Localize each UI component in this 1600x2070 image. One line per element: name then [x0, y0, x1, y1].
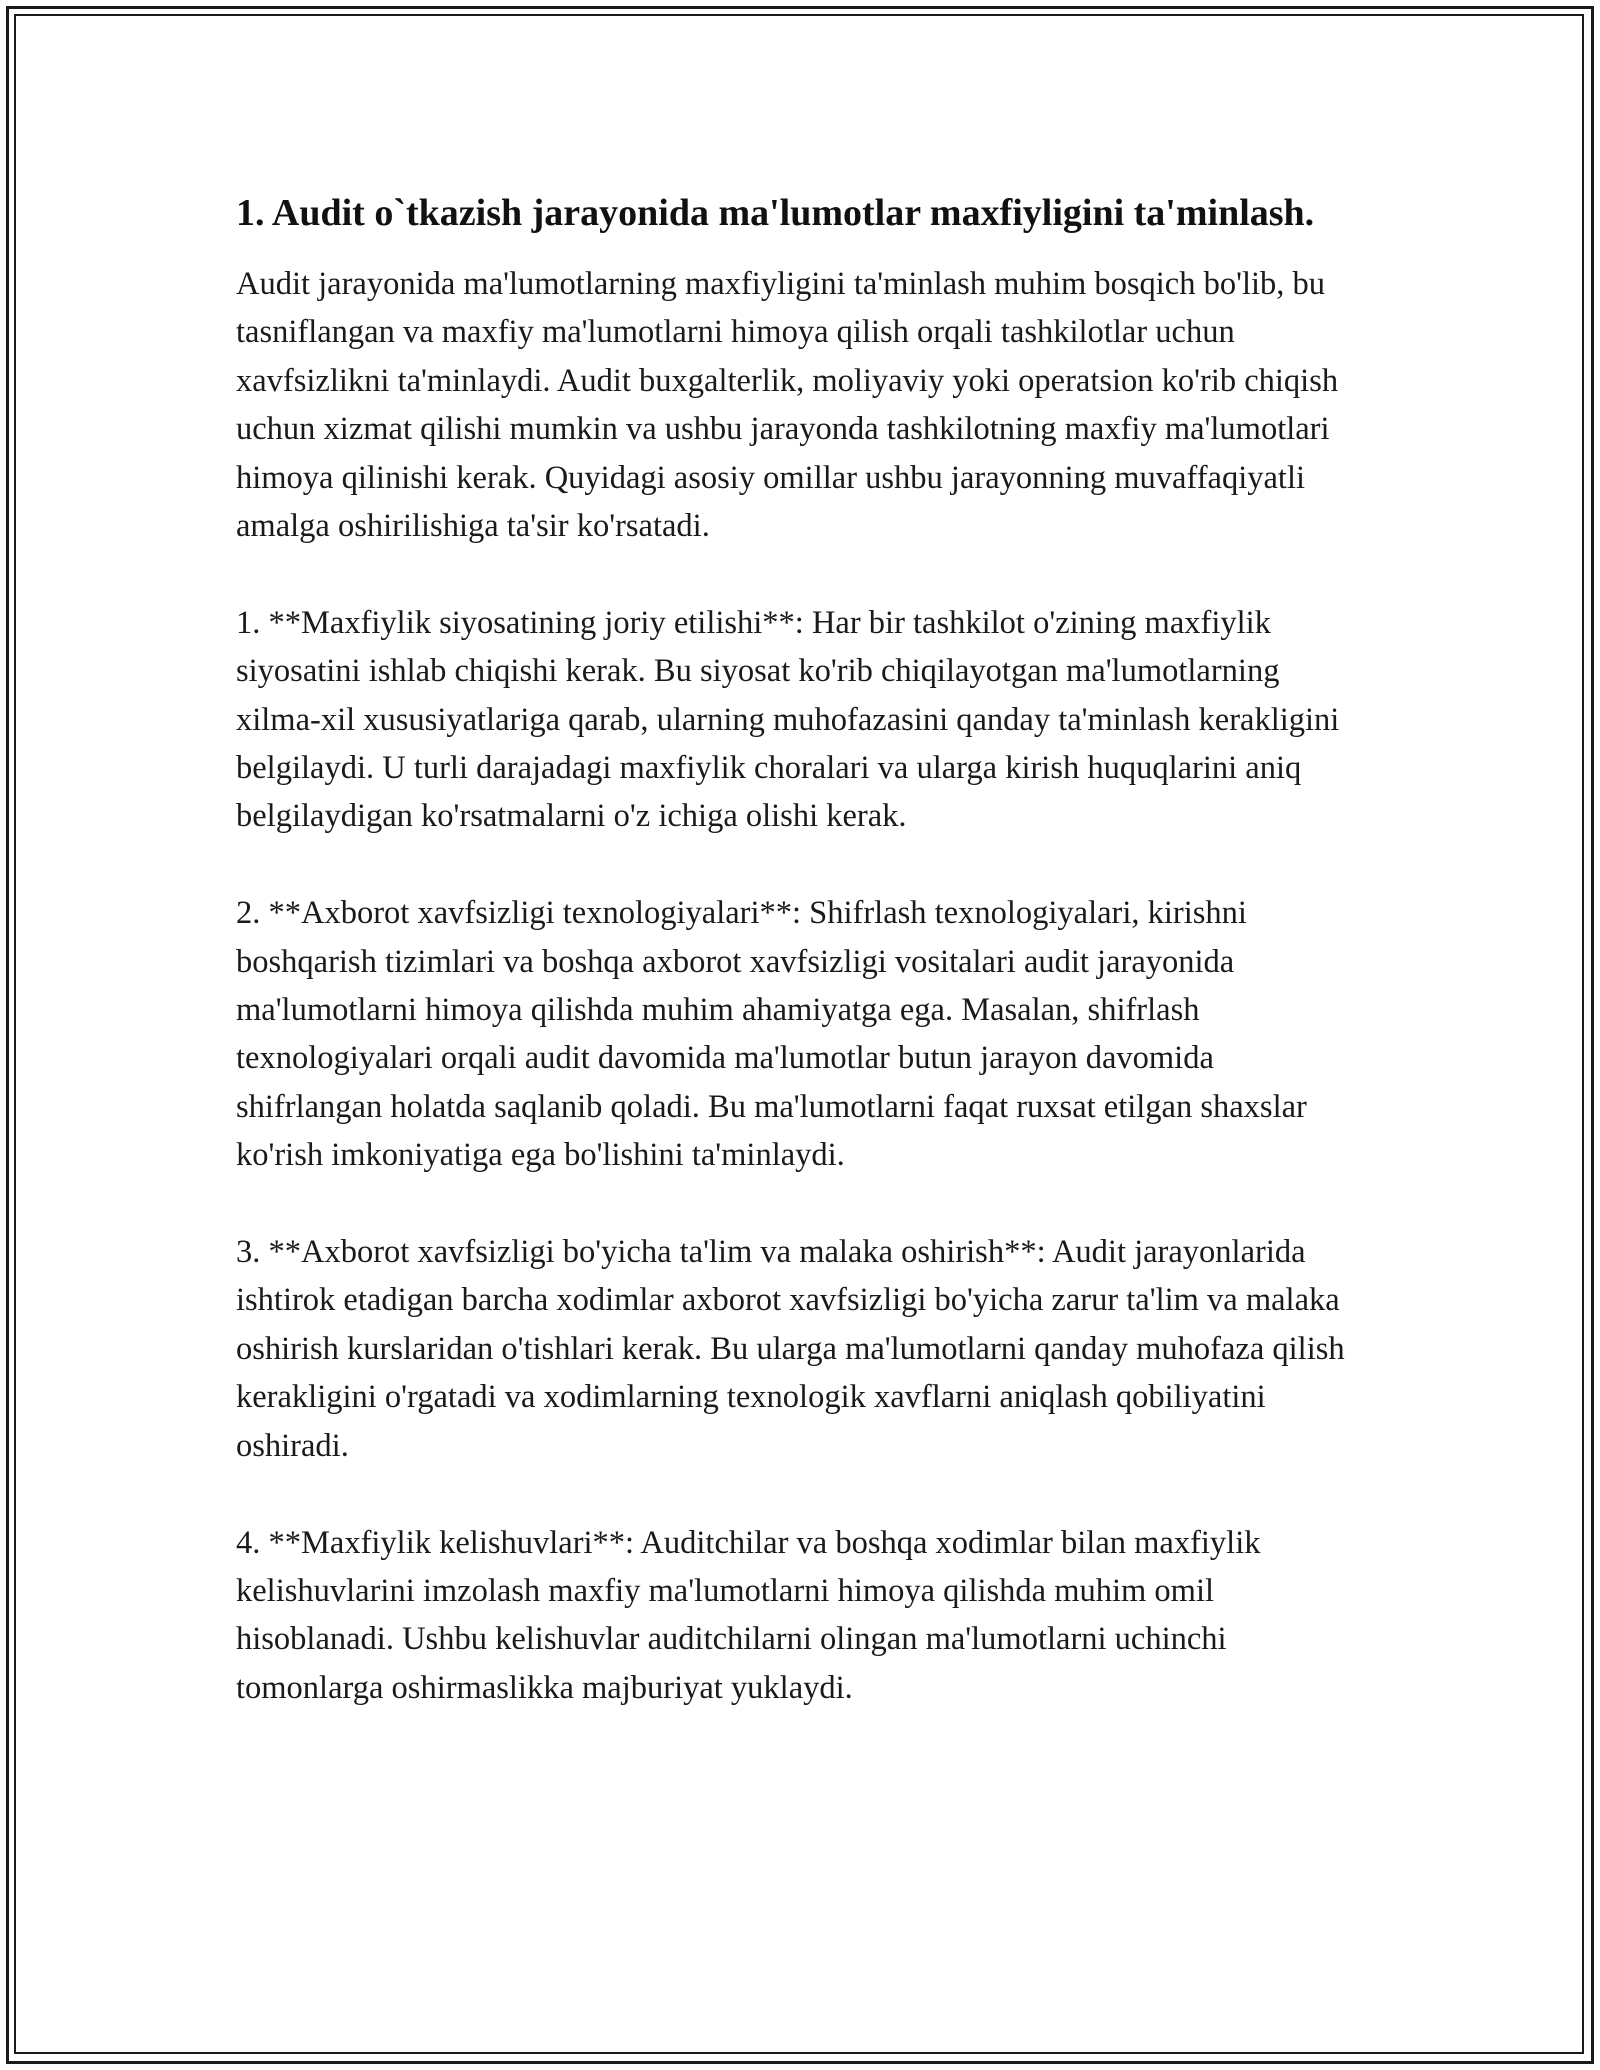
document-body — [236, 186, 1366, 1761]
document-heading: 1. Audit o`tkazish jarayonida ma'lumotlar maxfiyligini ta'minlash. — [236, 192, 1315, 234]
intro-paragraph: Audit jarayonida ma'lumotlarning maxfiyligini ta'minlash muhim bosqich bo'lib, bu tasniflangan va maxfiy ma'lumotlarni himoya qilish orqali tashkilotlar uchun xavfsizlikni ta'minlaydi. Audit buxgalterlik, moliyaviy yoki operatsion ko'rib chiqish uchun xizmat qilishi mumkin va ushbu jarayonda tashkilotning maxfiy ma'lumotlari himoya qilinishi kerak. Quyidagi asosiy omillar ushbu jarayonning muvaffaqiyatli amalga oshirilishiga ta'sir ko'rsatadi. — [236, 266, 1339, 545]
list-item-security-training: 3. **Axborot xavfsizligi bo'yicha ta'lim va malaka oshirish**: Audit jarayonlarida ishtirok etadigan barcha xodimlar axborot xavfsizligi bo'yicha zarur ta'lim va malaka oshirish kurslaridan o'tishlari kerak. Bu ularga ma'lumotlarni qanday muhofaza qilish kerakligini o'rgatadi va xodimlarning texnologik xavflarni aniqlash qobiliyatini oshiradi. — [236, 1234, 1345, 1464]
list-item-confidentiality-agreements: 4. **Maxfiylik kelishuvlari**: Auditchilar va boshqa xodimlar bilan maxfiylik kelishuvlarini imzolash maxfiy ma'lumotlarni himoya qilishda muhim omil hisoblanadi. Ushbu kelishuvlar auditchilarni olingan ma'lumotlarni uchinchi tomonlarga oshirmaslikka majburiyat yuklaydi. — [236, 1524, 1261, 1706]
list-item-privacy-policy: 1. **Maxfiylik siyosatining joriy etilishi**: Har bir tashkilot o'zining maxfiylik siyosatini ishlab chiqishi kerak. Bu siyosat ko'rib chiqilayotgan ma'lumotlarning xilma-xil xususiyatlariga qarab, ularning muhofazasini qanday ta'minlash kerakligini belgilaydi. U turli darajadagi maxfiylik choralari va ularga kirish huquqlarini aniq belgilaydigan ko'rsatmalarni o'z ichiga olishi kerak. — [236, 604, 1340, 835]
list-item-security-technologies: 2. **Axborot xavfsizligi texnologiyalari**: Shifrlash texnologiyalari, kirishni boshqarish tizimlari va boshqa axborot xavfsizligi vositalari audit jarayonida ma'lumotlarni himoya qilishda muhim ahamiyatga ega. Masalan, shifrlash texnologiyalari orqali audit davomida ma'lumotlar butun jarayon davomida shifrlangan holatda saqlanib qoladi. Bu ma'lumotlarni faqat ruxsat etilgan shaxslar ko'rish imkoniyatiga ega bo'lishini ta'minlaydi. — [236, 895, 1307, 1174]
